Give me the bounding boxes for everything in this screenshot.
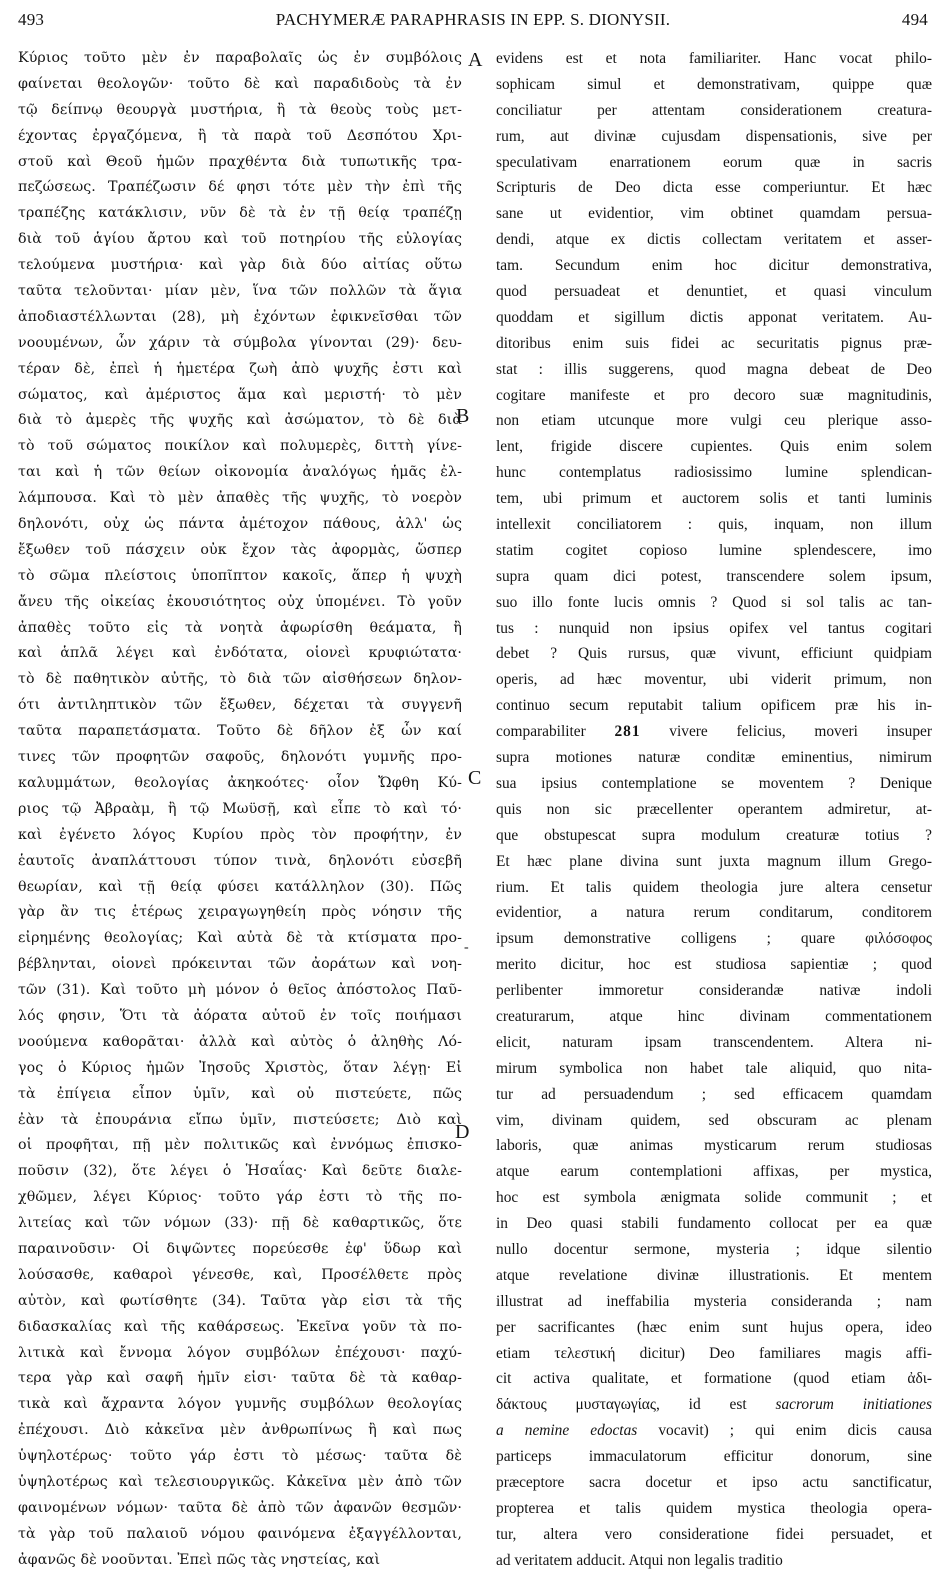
greek-text-line: καὶ ἁπλᾶ λέγει καὶ ἐνδότατα, οἱονεὶ κρυφιώτατα·: [18, 645, 462, 662]
latin-text-line: continuo secum reputabit talium opificem præ his in-: [496, 697, 932, 715]
greek-text-line: ἀποδιαστέλλωνται (28), μὴ ἐχόντων ἐφικνεῖσθαι τῶν: [18, 308, 462, 325]
greek-text-line: ὑψηλοτέρως καὶ τελεσιουργικῶς. Κἀκεῖνα μὲν ἀπὸ τῶν: [18, 1473, 462, 1490]
latin-text-line: supra motiones naturæ conditæ eminentius, nimirum: [496, 749, 932, 767]
greek-text-line: παραινοῦσιν· Οἱ διψῶντες πορεύεσθε ἐφ' ὕδωρ καὶ: [18, 1240, 462, 1257]
latin-text-line: ditoribus enim suis fidei ac securitatis pignus præ-: [496, 334, 932, 352]
latin-text-line: statim cogitet copioso lumine splendescere, imo: [496, 541, 932, 559]
latin-text-line: quoddam et sigillum dictis apponat veritatem. Au-: [496, 308, 932, 326]
running-header: [14, 6, 932, 32]
greek-text-line: τινες τῶν προφητῶν σαφοῦς, δηλονότι γυμνῆς προ-: [18, 749, 462, 766]
margin-section-letter-d: D: [455, 1121, 470, 1143]
latin-text-line: in Deo quasi stabili fundamento collocat per ea quæ: [496, 1215, 932, 1233]
greek-text-line: Κύριος τοῦτο μὲν ἐν παραβολαῖς ὡς ἐν συμβόλοις: [18, 50, 462, 66]
greek-text-line: ὑψηλοτέρως· τοῦτο γάρ ἐστι τὸ μέσως· ταῦτα δὲ: [18, 1448, 462, 1465]
latin-text-line: stat : illis suggerens, quod magna debeat de Deo: [496, 360, 932, 378]
running-title: PACHYMERÆ PARAPHRASIS IN EPP. S. DIONYSII.: [275, 10, 671, 29]
greek-text-line: στοῦ καὶ Θεοῦ ἡμῶν πραχθέντα διὰ τυπωτικῆς τρα-: [18, 153, 462, 170]
latin-text-line: evidens est et nota familiariter. Hanc vocat philo-: [496, 50, 932, 67]
latin-text-line: debet ? Quis rursus, quæ vivunt, efficiunt quidpiam: [496, 645, 932, 663]
greek-text-line: ἐπέχουσι. Διὸ κἀκεῖνα μὲν ἀνθρωπίνως ἢ καὶ πως: [18, 1422, 462, 1439]
latin-text-line: suo illo fonte lucis omnis ? Quod si sol talis ac tan-: [496, 593, 932, 611]
latin-text-line: tem, ubi primum et auctorem solis et tanti luminis: [496, 490, 932, 508]
greek-text-line: τῷ δείπνῳ θεουργὰ μυστήρια, ἢ τὰ θεοὺς τοὺς μετ-: [18, 101, 462, 118]
latin-text-line: rium. Et talis quidem theologia jure altera censetur: [496, 878, 932, 896]
margin-stray-mark: -: [464, 940, 469, 955]
greek-text-line: τὸ σῶμα πλείστοις ὑποπῖπτον κακοῖς, ἅπερ ἡ ψυχὴ: [18, 567, 462, 584]
latin-text-line: cogitare manifeste et pro decoro suæ magnitudinis,: [496, 386, 932, 404]
latin-text-line: a nemine edoctas vocavit) ; qui enim dicis causa: [496, 1422, 932, 1440]
latin-text-line: atque revelatione divinæ illustrationis. Et mentem: [496, 1266, 932, 1284]
greek-text-line: νοούμενα καθορᾶται· ἀλλὰ καὶ αὐτὸς ὁ ἀληθὴς Λό-: [18, 1033, 462, 1050]
latin-text-line: creaturarum, atque hinc divinam commentationem: [496, 1007, 932, 1025]
latin-text-line: tur ad persuadendum ; sed efficacem quamdam: [496, 1085, 932, 1103]
greek-text-line: θεωρίαν, καὶ τῇ θείᾳ φύσει κατάλληλον (30). Πῶς: [18, 878, 462, 895]
latin-text-line: tur, altera vero consideratione fidei persuadet, et: [496, 1525, 932, 1543]
italic-phrase: sacrorum initiationes: [775, 1396, 932, 1414]
greek-text-line: οἱ προφῆται, πῇ μὲν πολιτικῶς καὶ ἐννόμως ἐπισκο-: [18, 1137, 462, 1154]
greek-text-line: γὰρ ἂν τις ἑτέρως χειραγωγηθείη πρὸς νόησιν τῆς: [18, 904, 462, 921]
greek-text-line: λός φησιν, Ὅτι τὰ ἀόρατα αὐτοῦ ἐν τοῖς ποιήμασι: [18, 1007, 462, 1024]
column-number-marker: 281: [614, 723, 641, 741]
latin-text-line: præceptore sacra docetur et ipso actu sanctificatur,: [496, 1473, 932, 1491]
latin-text-line: δάκτους μυσταγωγίας, id est sacrorum initiationes: [496, 1396, 932, 1414]
latin-text-line: non etiam utcunque more vulgi ceu plerique asso-: [496, 412, 932, 430]
greek-text-line: βέβληνται, οἱονεὶ πρόκεινται τῶν ἀοράτων καὶ νοη-: [18, 956, 462, 973]
latin-text-line: propterea et talis quidem mystica theologia opera-: [496, 1499, 932, 1517]
greek-text-line: ἐὰν τὰ ἐπουράνια εἴπω ὑμῖν, πιστεύσετε; Διὸ καὶ: [18, 1111, 462, 1128]
latin-text-line: hoc est symbola ænigmata solide communit ; et: [496, 1189, 932, 1207]
greek-text-line: τὸ τοῦ σώματος ποικίλον καὶ πολυμερὲς, διττὴ γίνε-: [18, 438, 462, 455]
latin-text-line: que obstupescat supra modulum creaturæ totius ?: [496, 826, 932, 844]
latin-text-line: operis, ad hæc moventur, ubi viderit primum, non: [496, 671, 932, 689]
greek-text-line: τὰ γὰρ τοῦ παλαιοῦ νόμου φαινόμενα ἐξαγγέλλονται,: [18, 1525, 462, 1542]
latin-text-line: Et hæc plane divina sunt juxta magnum illum Grego-: [496, 852, 932, 870]
greek-text-line: ριος τῷ Ἀβραὰμ, ἢ τῷ Μωϋσῇ, καὶ εἶπε τὸ καὶ τό·: [18, 800, 462, 817]
greek-text-line: δηλονότι, οὐχ ὡς πάντα ἀμέτοχον πάθους, ἀλλ' ὡς: [18, 516, 462, 533]
greek-text-line: διδασκαλίας καὶ τῆς καθάρσεως. Ἐκεῖνα γοῦν τὰ πο-: [18, 1318, 462, 1335]
latin-text-line: illustrat ad ineffabilia mysteria consideranda ; nam: [496, 1292, 932, 1310]
latin-text-line: per sacrificantes (hæc enim sunt hujus opera, ideo: [496, 1318, 932, 1336]
greek-text-line: φαινομένων νόμων· ταῦτα δὲ ἀπὸ τῶν ἀφανῶν θεσμῶν·: [18, 1499, 462, 1516]
latin-text-line: tam. Secundum enim hoc dicitur demonstrativa,: [496, 257, 932, 275]
greek-text-line: τερα γὰρ καὶ σαφῆ ἡμῖν εἰσι· ταῦτα δὲ τὰ καθαρ-: [18, 1370, 462, 1387]
greek-text-line: διὰ τοῦ ἁγίου ἄρτου καὶ τοῦ ποτηρίου τῆς εὐλογίας: [18, 231, 462, 248]
latin-text-line: comparabiliter 281 vivere felicius, moveri insuper: [496, 723, 932, 741]
latin-text-line: perlibenter immoretur considerandæ nativæ indoli: [496, 982, 932, 1000]
greek-text-line: καὶ ἐγένετο λόγος Κυρίου πρὸς τὸν προφήτην, ἐν: [18, 826, 462, 843]
greek-text-line: ἀπαθὲς τοῦτο εἰς τὰ νοητὰ ἀφωρίσθη θεάματα, ἢ: [18, 619, 462, 636]
latin-text-line: atque earum contemplationi affixas, per mystica,: [496, 1163, 932, 1181]
greek-text-line: τικὰ καὶ ἄχραντα λόγον γυμνῆς συμβόλων θεολογίας: [18, 1396, 462, 1413]
latin-text-line: mirum symbolica non habet tale aliquid, quo nita-: [496, 1059, 932, 1077]
latin-text-line: sophicam simul et demonstrativam, quippe quæ: [496, 75, 932, 93]
greek-text-column: [18, 46, 462, 1574]
greek-text-line: φαίνεται θεολογῶν· τοῦτο δὲ καὶ παραδιδοὺς τὰ ἐν: [18, 75, 462, 92]
greek-text-line: τελούμενα μυστήρια· καὶ γὰρ διὰ δύο αἰτίας οὕτω: [18, 257, 462, 274]
latin-text-line: Scripturis de Deo dicta esse comperiuntur. Et hæc: [496, 179, 932, 197]
latin-text-line: etiam τελεστική dicitur) Deo familiares magis affi-: [496, 1344, 932, 1362]
latin-text-line: nullo docentur sermone, mysteria ; idque silentio: [496, 1240, 932, 1258]
page-number-right: 494: [901, 10, 928, 29]
greek-text-line: τὰ ἐπίγεια εἶπον ὑμῖν, καὶ οὐ πιστεύετε, πῶς: [18, 1085, 462, 1102]
latin-text-line: evidentior, a natura rerum conditarum, conditorem: [496, 904, 932, 922]
latin-text-line: sua ipsius contemplatione se moventem ? Denique: [496, 774, 932, 792]
latin-text-line: supra quam dici potest, transcendere solem ipsum,: [496, 567, 932, 585]
latin-text-line: speculativam enarrationem eorum quæ in sacris: [496, 153, 932, 171]
greek-text-line: χθῶμεν, λέγει Κύριος· τοῦτο γάρ ἐστι τὸ τῆς πο-: [18, 1189, 462, 1206]
latin-text-line: elicit, naturam ipsam transcendentem. Altera ni-: [496, 1033, 932, 1051]
greek-text-line: νοουμένων, ὧν χάριν τὰ σύμβολα γίνονται (29)· δευ-: [18, 334, 462, 351]
greek-text-line: τὸ δὲ παθητικὸν αὐτῆς, τὸ διὰ τῶν αἰσθήσεων δηλον-: [18, 671, 462, 688]
latin-text-line: hunc contemplatus radiosissimo lumine splendican-: [496, 464, 932, 482]
greek-text-line: ἄνευ τῆς οἰκείας ἑκουσιότητος οὐχ ὑπομένει. Τὸ γοῦν: [18, 593, 462, 610]
greek-text-line: ἔξωθεν τοῦ πάσχειν οὐκ ἔχον τὰς ἀφορμὰς, ὥσπερ: [18, 541, 462, 558]
latin-text-line: merito dicitur, hoc est studiosa sapientiæ ; quod: [496, 956, 932, 974]
latin-text-line: lent, frigide discere cupientes. Quis enim solem: [496, 438, 932, 456]
greek-text-line: λιτείας καὶ τῶν νόμων (33)· πῇ δὲ καθαρτικῶς, ὅτε: [18, 1215, 462, 1232]
margin-section-letter-a: A: [468, 49, 483, 71]
latin-text-line: vim, divinam quidem, sed obscuram ac plenam: [496, 1111, 932, 1129]
greek-text-line: ποῦσιν (32), ὅτε λέγει ὁ Ἡσαΐας· Καὶ δεῦτε διαλε-: [18, 1163, 462, 1180]
latin-text-column: [496, 46, 932, 1574]
greek-text-line: λούσασθε, καθαροὶ γένεσθε, καὶ, Προσέλθετε πρὸς: [18, 1266, 462, 1283]
margin-section-letter-c: C: [468, 767, 482, 789]
latin-text-line: dendi, atque ex dictis collectam veritatem et asser-: [496, 231, 932, 249]
latin-text-line: sane ut evidentior, vim obtinet quamdam persua-: [496, 205, 932, 223]
latin-text-line: quis non sic præcellenter operantem admiretur, at-: [496, 800, 932, 818]
margin-section-letter-b: B: [456, 405, 470, 427]
page-number-left: 493: [18, 10, 45, 29]
greek-text-line: γος ὁ Κύριος ἡμῶν Ἰησοῦς Χριστὸς, ὅταν λέγῃ· Εἰ: [18, 1059, 462, 1076]
italic-phrase: a nemine edoctas: [496, 1422, 638, 1440]
latin-text-line: intellexit conciliatorem : quis, inquam, non illum: [496, 516, 932, 534]
greek-text-line: λάμπουσα. Καὶ τὸ μὲν ἀπαθὲς τῆς ψυχῆς, τὸ νοερὸν: [18, 490, 462, 507]
greek-text-line: ἑαυτοῖς ἀναπλάττουσι τύπον τινὰ, δηλονότι εὐσεβῆ: [18, 852, 462, 869]
greek-text-line: έχοντας ἐργαζόμενα, ἢ τὰ παρὰ τοῦ Δεσπότου Χρι-: [18, 127, 462, 144]
latin-text-line: laboris, quæ animas mysticarum rerum studiosas: [496, 1137, 932, 1155]
greek-text-line: καλυμμάτων, θεολογίας ἀκηκοότες· οἷον Ὤφθη Κύ-: [18, 774, 462, 791]
greek-text-line: σώματος, καὶ ἀμέριστος ἅμα καὶ μεριστή· τὸ μὲν: [18, 386, 462, 403]
greek-text-line: πεζώσεως. Τραπέζωσιν δέ φησι τότε μὲν τὴν ἐπὶ τῆς: [18, 179, 462, 196]
greek-text-line: ταῦτα τελοῦνται· μίαν μὲν, ἵνα τῶν πολλῶν τὰ ἅγια: [18, 283, 462, 300]
greek-text-line: ταῦτα παραπετάσματα. Τοῦτο δὲ δῆλον ἐξ ὧν καί: [18, 723, 462, 740]
greek-text-line: εἰρημένης θεολογίας; Καὶ αὐτὰ δὲ τὰ κτίσματα προ-: [18, 930, 462, 947]
greek-text-line: τραπέζης κατάκλισιν, νῦν δὲ τὰ ἐν τῇ θείᾳ τραπέζῃ: [18, 205, 462, 222]
greek-text-line: ται καὶ ἡ τῶν θείων οἰκονομία ἀναλόγως ἡμᾶς ἐλ-: [18, 464, 462, 481]
greek-text-line: ἀφανῶς δὲ νοοῦνται. Ἐπεὶ πῶς τὰς νηστείας, καὶ: [18, 1551, 381, 1568]
greek-text-line: διὰ τὸ ἀμερὲς τῆς ψυχῆς καὶ ἀσώματον, τὸ δὲ διὰ: [18, 412, 462, 429]
latin-text-line: quod persuadeat et denuntiet, et quasi vinculum: [496, 283, 932, 301]
greek-text-line: αὐτὸν, καὶ φωτίσθητε (34). Ταῦτα γὰρ εἰσι τὰ τῆς: [18, 1292, 462, 1309]
latin-text-line: rum, aut divinæ cujusdam dispensationis, sive per: [496, 127, 932, 145]
latin-text-line: ipsum demonstrative colligens ; quare φιλόσοφος: [496, 930, 932, 948]
latin-text-line: cit activa qualitate, et formatione (quod etiam ἀδι-: [496, 1370, 932, 1388]
latin-text-line: ad veritatem adducit. Atqui non legalis traditio: [496, 1551, 783, 1569]
greek-text-line: ότι ἀντιληπτικὸν τῶν ἔξωθεν, δέχεται τὰ συγγενῆ: [18, 697, 462, 714]
greek-text-line: τῶν (31). Καὶ τοῦτο μὴ μόνον ὁ θεῖος ἀπόστολος Παῦ-: [18, 982, 462, 999]
latin-text-line: tus : nunquid non ipsius opifex vel tantus cogitari: [496, 619, 932, 637]
latin-text-line: particeps immaculatorum efficitur donorum, sine: [496, 1448, 932, 1466]
greek-text-line: λιτικὰ καὶ ἔννομα λόγον συμβόλων ἐπέχουσι· παχύ-: [18, 1344, 462, 1361]
latin-text-line: conciliatur per attentam considerationem creatura-: [496, 101, 932, 119]
greek-text-line: τέραν δὲ, ἐπεὶ ἡ ἡμετέρα ζωὴ ἀπὸ ψυχῆς ἐστι καὶ: [18, 360, 462, 377]
